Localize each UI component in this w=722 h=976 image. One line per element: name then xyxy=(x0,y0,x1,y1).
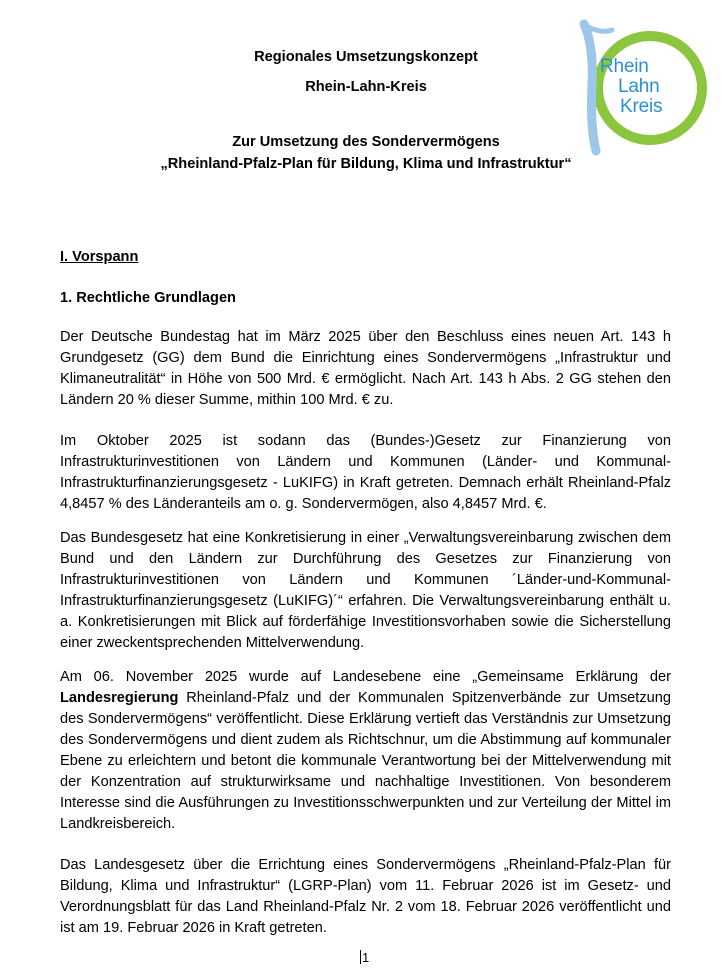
page-number-value: 1 xyxy=(362,950,370,965)
paragraph-3: Das Bundesgesetz hat eine Konkretisierung in einer „Verwaltungsvereinbarung zwischen dem Bund und den Ländern zur Durchführung des Gesetzes zur Finanzierung von Infrastrukturinvestitionen von Ländern und Kommunen ´Länder-und-Kommunal-Infrastrukturfinanzierungsgesetz (LuKIFG)´“ erfahren. Die Verwaltungsvereinbarung enthält u. a. Konkretisierungen mit Blick auf förderfähige Investitionsvorhaben sowie die Sicherstellung einer zweckentsprechenden Mittelverwendung. xyxy=(60,530,671,651)
paragraph-4 xyxy=(60,667,671,835)
logo-text-line1: Rhein xyxy=(600,56,649,77)
paragraph-4-rest: Rheinland-Pfalz und der Kommunalen Spitzenverbände zur Umsetzung des Sondervermögens“ veröffentlicht. Diese Erklärung vertieft das Verständnis zur Umsetzung des Sondervermögens und dient zudem als Richtschnur, um die Abstimmung auf kommunaler Ebene zu erleichtern und betont die kommunale Verantwortung bei der Mittelverwendung mit der Konzentration auf strukturwirksame und nachhaltige Investitionen. Von besonderem Interesse sind die Ausführungen zu Investitionsschwerpunkten und zur Verteilung der Mittel im Landkreisbereich. xyxy=(60,690,671,832)
logo-text-line2: Lahn xyxy=(618,76,660,97)
subsection-heading: 1. Rechtliche Grundlagen xyxy=(60,290,236,306)
document-subtitle: Zur Umsetzung des Sondervermögens xyxy=(232,134,500,150)
text-cursor xyxy=(360,950,361,964)
document-title: Regionales Umsetzungskonzept xyxy=(254,49,478,65)
paragraph-5: Das Landesgesetz über die Errichtung eines Sondervermögens „Rheinland-Pfalz-Plan für Bildung, Klima und Infrastruktur“ (LGRP-Plan) vom 11. Februar 2026 ist im Gesetz- und Verordnungsblatt für das Land Rheinland-Pfalz Nr. 2 vom 18. Februar 2026 veröffentlicht und ist am 19. Februar 2026 in Kraft getreten. xyxy=(60,857,671,936)
document-subtitle-plan-name: „Rheinland-Pfalz-Plan für Bildung, Klima und Infrastruktur“ xyxy=(160,156,572,172)
section-heading: I. Vorspann xyxy=(60,249,139,265)
logo-text-line3: Kreis xyxy=(620,96,663,117)
paragraph-4-start: Am 06. November 2025 wurde auf Landesebene eine „Gemeinsame Erklärung der xyxy=(60,669,671,685)
paragraph-2: Im Oktober 2025 ist sodann das (Bundes-)Gesetz zur Finanzierung von Infrastrukturinvestitionen von Ländern und Kommunen (Länder- und Kommunal-Infrastrukturfinanzierungsgesetz - LuKIFG) in Kraft getreten. Demnach erhält Rheinland-Pfalz 4,8457 % des Länderanteils am o. g. Sondervermögen, also 4,8457 Mrd. €. xyxy=(60,433,671,512)
page-number xyxy=(360,950,369,965)
paragraph-1: Der Deutsche Bundestag hat im März 2025 über den Beschluss eines neuen Art. 143 h Grundgesetz (GG) dem Bund die Einrichtung eines Sondervermögens „Infrastruktur und Klimaneutralität“ in Höhe von 500 Mrd. € ermöglicht. Nach Art. 143 h Abs. 2 GG stehen den Ländern 20 % dieser Summe, mithin 100 Mrd. € zu. xyxy=(60,329,671,408)
paragraph-4-bold: Landesregierung xyxy=(60,690,179,706)
document-title-region: Rhein-Lahn-Kreis xyxy=(305,79,427,95)
